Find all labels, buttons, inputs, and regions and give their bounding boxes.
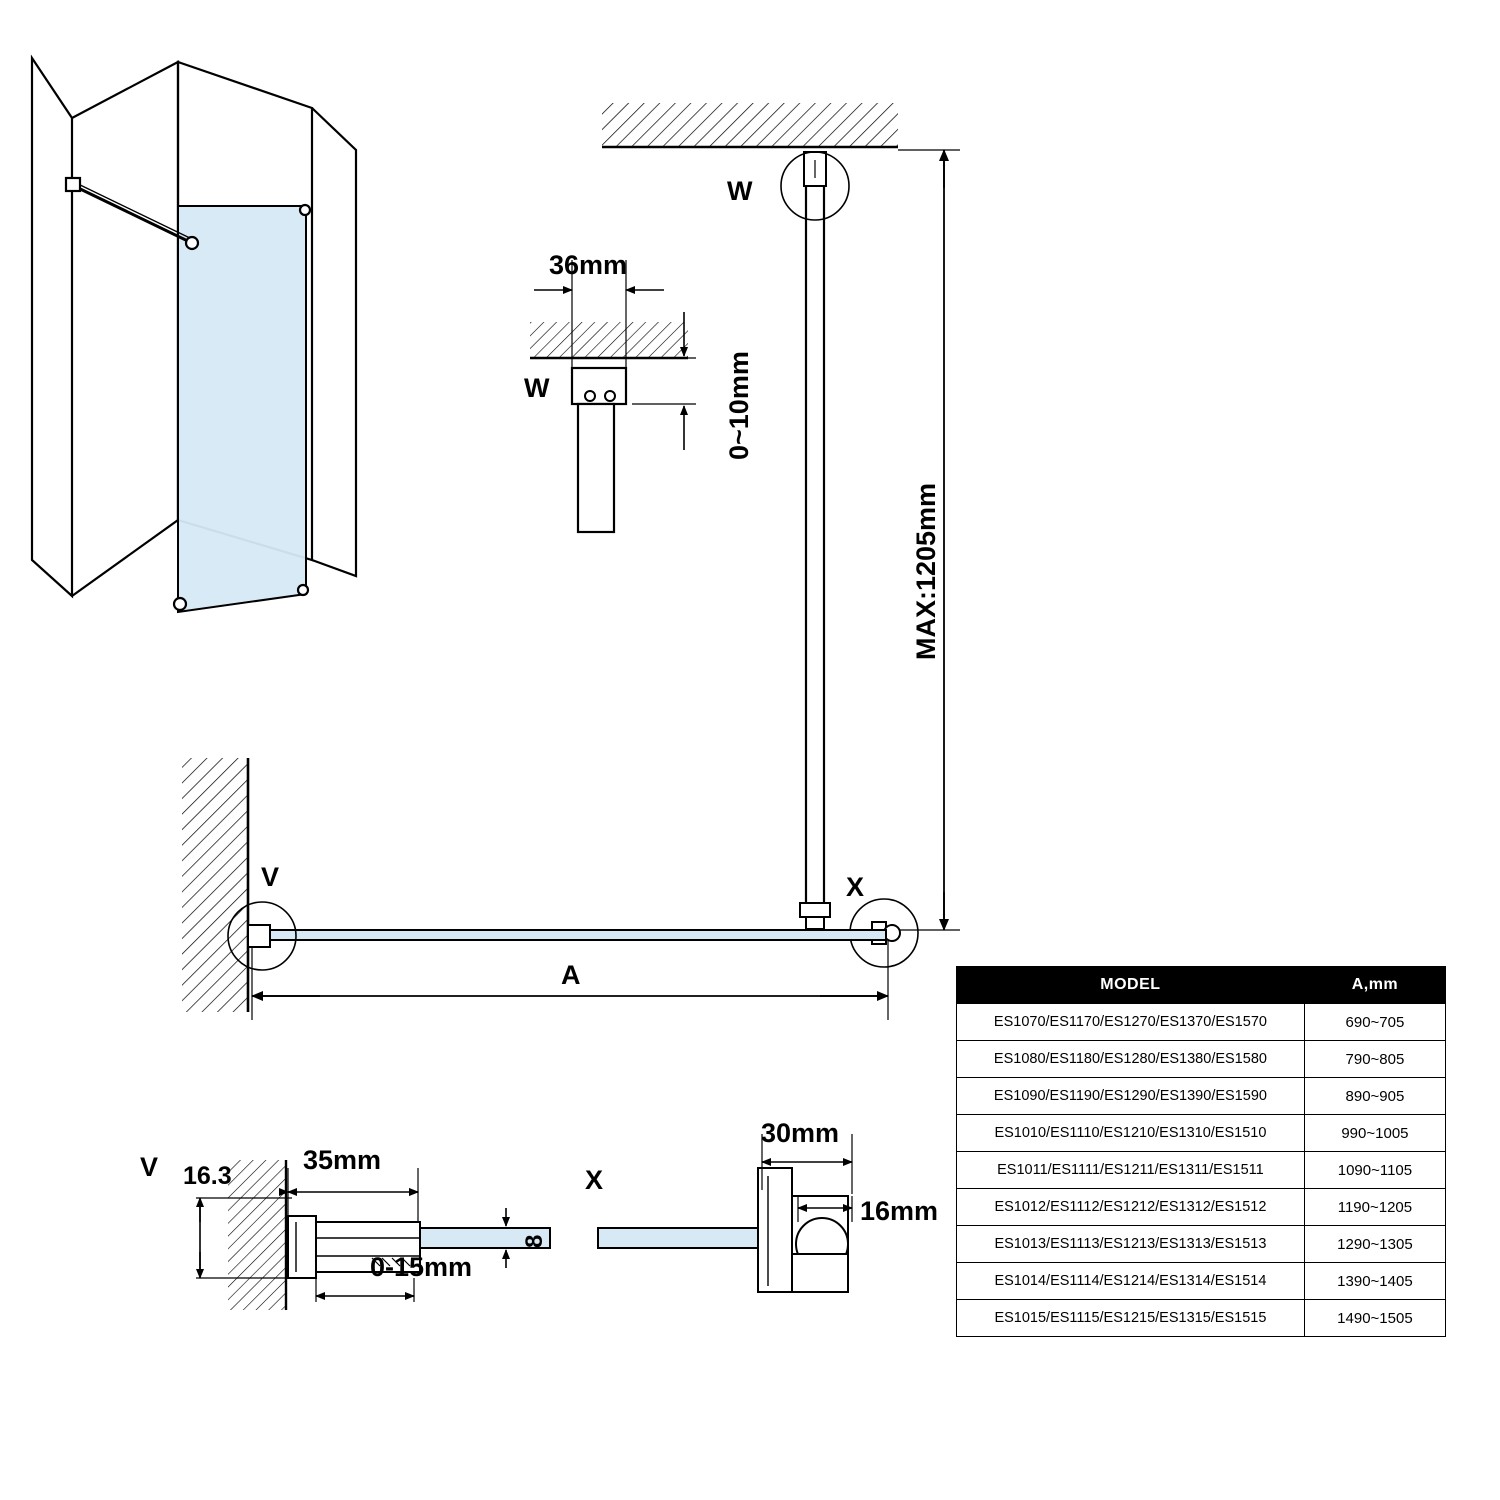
dim-bracket-gap: 0~10mm [724, 351, 754, 460]
detail-w-bracket [530, 260, 696, 532]
label-detail-x-bottom: X [585, 1165, 604, 1195]
cell-a-mm: 1190~1205 [1304, 1189, 1445, 1226]
dim-profile-height: 16.3 [183, 1162, 232, 1190]
table-header-row [957, 967, 1446, 1004]
cell-a-mm: 1290~1305 [1304, 1226, 1445, 1263]
cell-a-mm: 1090~1105 [1304, 1152, 1445, 1189]
table-row [957, 1189, 1446, 1226]
model-spec-table [956, 966, 1446, 1337]
cell-a-mm: 790~805 [1304, 1041, 1445, 1078]
cell-model: ES1013/ES1113/ES1213/ES1313/ES1513 [957, 1226, 1305, 1263]
cell-model: ES1015/ES1115/ES1215/ES1315/ES1515 [957, 1300, 1305, 1337]
cell-model: ES1012/ES1112/ES1212/ES1312/ES1512 [957, 1189, 1305, 1226]
main-elevation [602, 103, 960, 967]
cell-a-mm: 1490~1505 [1304, 1300, 1445, 1337]
plan-view [182, 758, 888, 1020]
perspective-view [32, 58, 356, 612]
dim-width-a: A [561, 960, 581, 990]
table-row [957, 1004, 1446, 1041]
label-detail-x-top: X [846, 872, 865, 902]
detail-v-section [196, 1160, 550, 1310]
table-row [957, 1226, 1446, 1263]
cell-a-mm: 690~705 [1304, 1004, 1445, 1041]
dim-bar-holder-width: 30mm [761, 1118, 840, 1148]
table-row [957, 1263, 1446, 1300]
cell-model: ES1070/ES1170/ES1270/ES1370/ES1570 [957, 1004, 1305, 1041]
detail-x-section [598, 1134, 852, 1292]
table-row [957, 1041, 1446, 1078]
table-row [957, 1152, 1446, 1189]
cell-model: ES1010/ES1110/ES1210/ES1310/ES1510 [957, 1115, 1305, 1152]
cell-model: ES1014/ES1114/ES1214/ES1314/ES1514 [957, 1263, 1305, 1300]
dim-bar-holder-depth: 16mm [860, 1196, 939, 1226]
header-model: MODEL [957, 967, 1305, 1004]
table-row [957, 1078, 1446, 1115]
header-a-mm: A,mm [1304, 967, 1445, 1004]
table-row [957, 1300, 1446, 1337]
dim-max-height: MAX:1205mm [911, 482, 941, 660]
dim-glass-adjust: 0-15mm [370, 1252, 473, 1282]
dim-profile-width: 35mm [303, 1145, 382, 1175]
dim-glass-thickness: 8 [521, 1234, 548, 1248]
cell-a-mm: 990~1005 [1304, 1115, 1445, 1152]
table-row [957, 1115, 1446, 1152]
cell-model: ES1011/ES1111/ES1211/ES1311/ES1511 [957, 1152, 1305, 1189]
cell-model: ES1080/ES1180/ES1280/ES1380/ES1580 [957, 1041, 1305, 1078]
label-detail-v-top: V [261, 862, 280, 892]
label-detail-w-top: W [727, 176, 753, 206]
dim-bracket-width: 36mm [549, 250, 628, 280]
cell-a-mm: 890~905 [1304, 1078, 1445, 1115]
label-detail-v-bottom: V [140, 1152, 159, 1182]
label-detail-w-mid: W [524, 373, 550, 403]
cell-model: ES1090/ES1190/ES1290/ES1390/ES1590 [957, 1078, 1305, 1115]
cell-a-mm: 1390~1405 [1304, 1263, 1445, 1300]
